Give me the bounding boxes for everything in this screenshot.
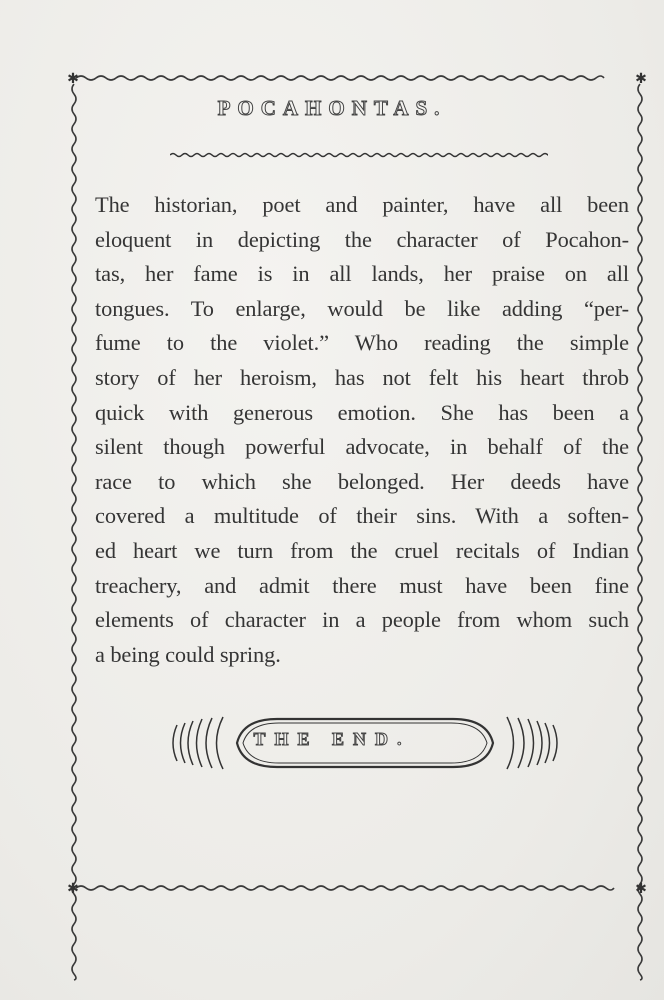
text-line: story of her heroism, has not felt his heart throb [95,364,629,390]
page-title: POCAHONTAS. [217,96,447,120]
text-line: covered a multitude of their sins. With a soften- [95,503,629,529]
text-line: silent though powerful advocate, in behalf of the [95,434,629,460]
text-line: ed heart we turn from the cruel recitals of Indian [95,537,629,563]
text-line: race to which she belonged. Her deeds have [95,468,629,494]
corner-ornament-icon: ✱ [67,71,79,87]
text-line: eloquent in depicting the character of Pocahon- [95,226,629,252]
text-line: a being could spring. [95,641,281,667]
corner-ornament-icon: ✱ [635,881,647,897]
text-line: tongues. To enlarge, would be like adding “per- [95,295,629,321]
end-label: THE END. [253,729,411,749]
text-line: treachery, and admit there must have been fine [95,572,629,598]
text-line: elements of character in a people from whom such [95,607,629,633]
text-line: The historian, poet and painter, have all been [95,192,629,217]
body-paragraph [95,188,629,672]
text-line: fume to the violet.” Who reading the simple [95,330,629,356]
text-line: tas, her fame is in all lands, her praise on all [95,261,629,287]
corner-ornament-icon: ✱ [67,881,79,897]
corner-ornament-icon: ✱ [635,71,647,87]
title-divider [170,150,548,160]
text-line: quick with generous emotion. She has been a [95,399,629,425]
